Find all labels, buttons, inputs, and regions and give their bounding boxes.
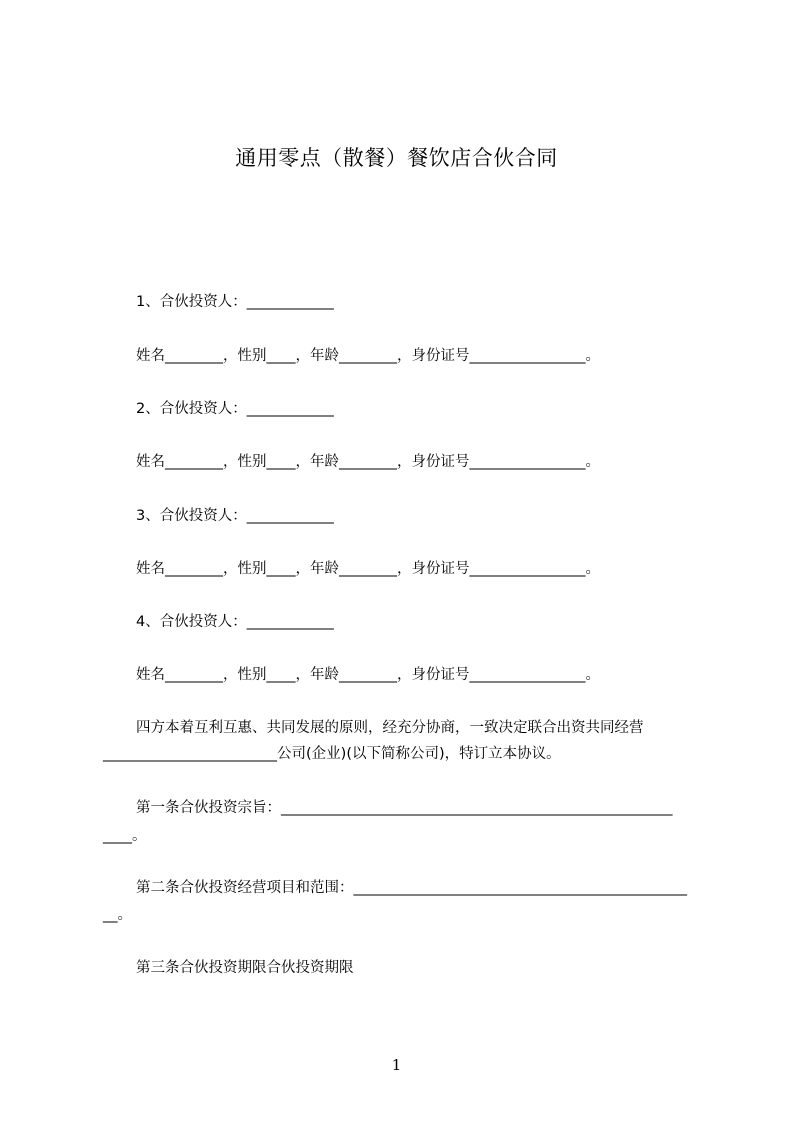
partner-4-heading: 4、合伙投资人：____________ bbox=[136, 614, 334, 630]
partner-3-details: 姓名________，性别____，年龄________，身份证号________________。 bbox=[136, 561, 600, 577]
article-1-line-2: ____。 bbox=[103, 828, 147, 844]
partner-1-details: 姓名________，性别____，年龄________，身份证号________________。 bbox=[136, 348, 600, 364]
partner-4-details: 姓名________，性别____，年龄________，身份证号________________。 bbox=[136, 667, 600, 683]
document-title: 通用零点（散餐）餐饮店合伙合同 bbox=[235, 146, 558, 170]
article-2-line-2: __。 bbox=[103, 907, 132, 923]
partner-1-heading: 1、合伙投资人：____________ bbox=[136, 294, 334, 310]
preamble-line-2: ________________________公司(企业)(以下简称公司)，特订立本协议。 bbox=[103, 746, 561, 762]
article-3-heading: 第三条合伙投资期限合伙投资期限 bbox=[136, 960, 354, 976]
partner-2-heading: 2、合伙投资人：____________ bbox=[136, 401, 334, 417]
partner-3-heading: 3、合伙投资人：____________ bbox=[136, 508, 334, 524]
page-number: 1 bbox=[391, 1056, 402, 1074]
article-1-line-1: 第一条合伙投资宗旨：______________________________________________________ bbox=[136, 800, 673, 816]
article-2-line-1: 第二条合伙投资经营项目和范围：______________________________________________ bbox=[136, 880, 687, 896]
partner-2-details: 姓名________，性别____，年龄________，身份证号________________。 bbox=[136, 454, 600, 470]
preamble-line-1: 四方本着互利互惠、共同发展的原则，经充分协商，一致决定联合出资共同经营 bbox=[136, 720, 644, 736]
